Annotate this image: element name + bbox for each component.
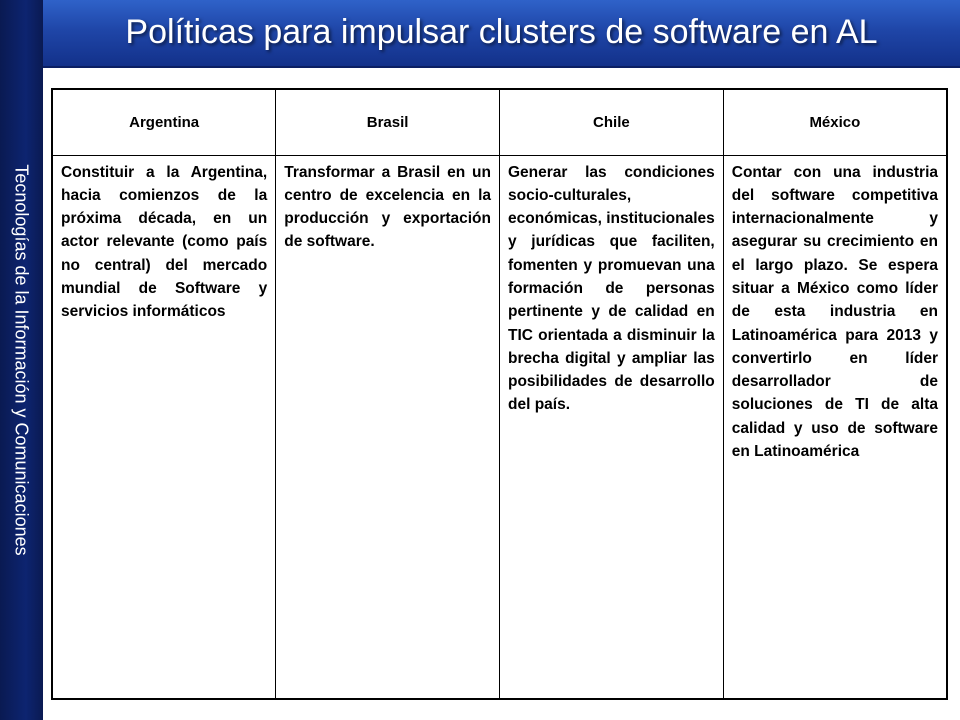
sidebar-band (0, 0, 43, 720)
column-header-mexico: México (723, 89, 947, 155)
column-header-argentina: Argentina (52, 89, 276, 155)
table-row (52, 155, 947, 699)
cell-chile: Generar las condiciones socio-culturales, económicas, institucionales y jurídicas que faciliten, fomenten y promuevan una formación de personas pertinente y de calidad en TIC orientada a disminuir la brecha digital y ampliar las posibilidades de desarrollo del país. (500, 155, 724, 699)
column-header-chile: Chile (500, 89, 724, 155)
table-header-row (52, 89, 947, 155)
policies-table (51, 88, 948, 700)
column-header-brasil: Brasil (276, 89, 500, 155)
page-title: Políticas para impulsar clusters de software en AL (125, 13, 878, 51)
sidebar-caption: Tecnologías de la Información y Comunicaciones (11, 164, 32, 556)
title-bar (43, 0, 960, 68)
cell-argentina: Constituir a la Argentina, hacia comienzos de la próxima década, en un actor relevante (como país no central) del mercado mundial de Software y servicios informáticos (52, 155, 276, 699)
cell-brasil: Transformar a Brasil en un centro de excelencia en la producción y exportación de software. (276, 155, 500, 699)
cell-mexico: Contar con una industria del software competitiva internacionalmente y asegurar su crecimiento en el largo plazo. Se espera situar a México como líder de esta industria en Latinoamérica para 2013 y convertirlo en líder desarrollador de soluciones de TI de alta calidad y uso de software en Latinoamérica (723, 155, 947, 699)
